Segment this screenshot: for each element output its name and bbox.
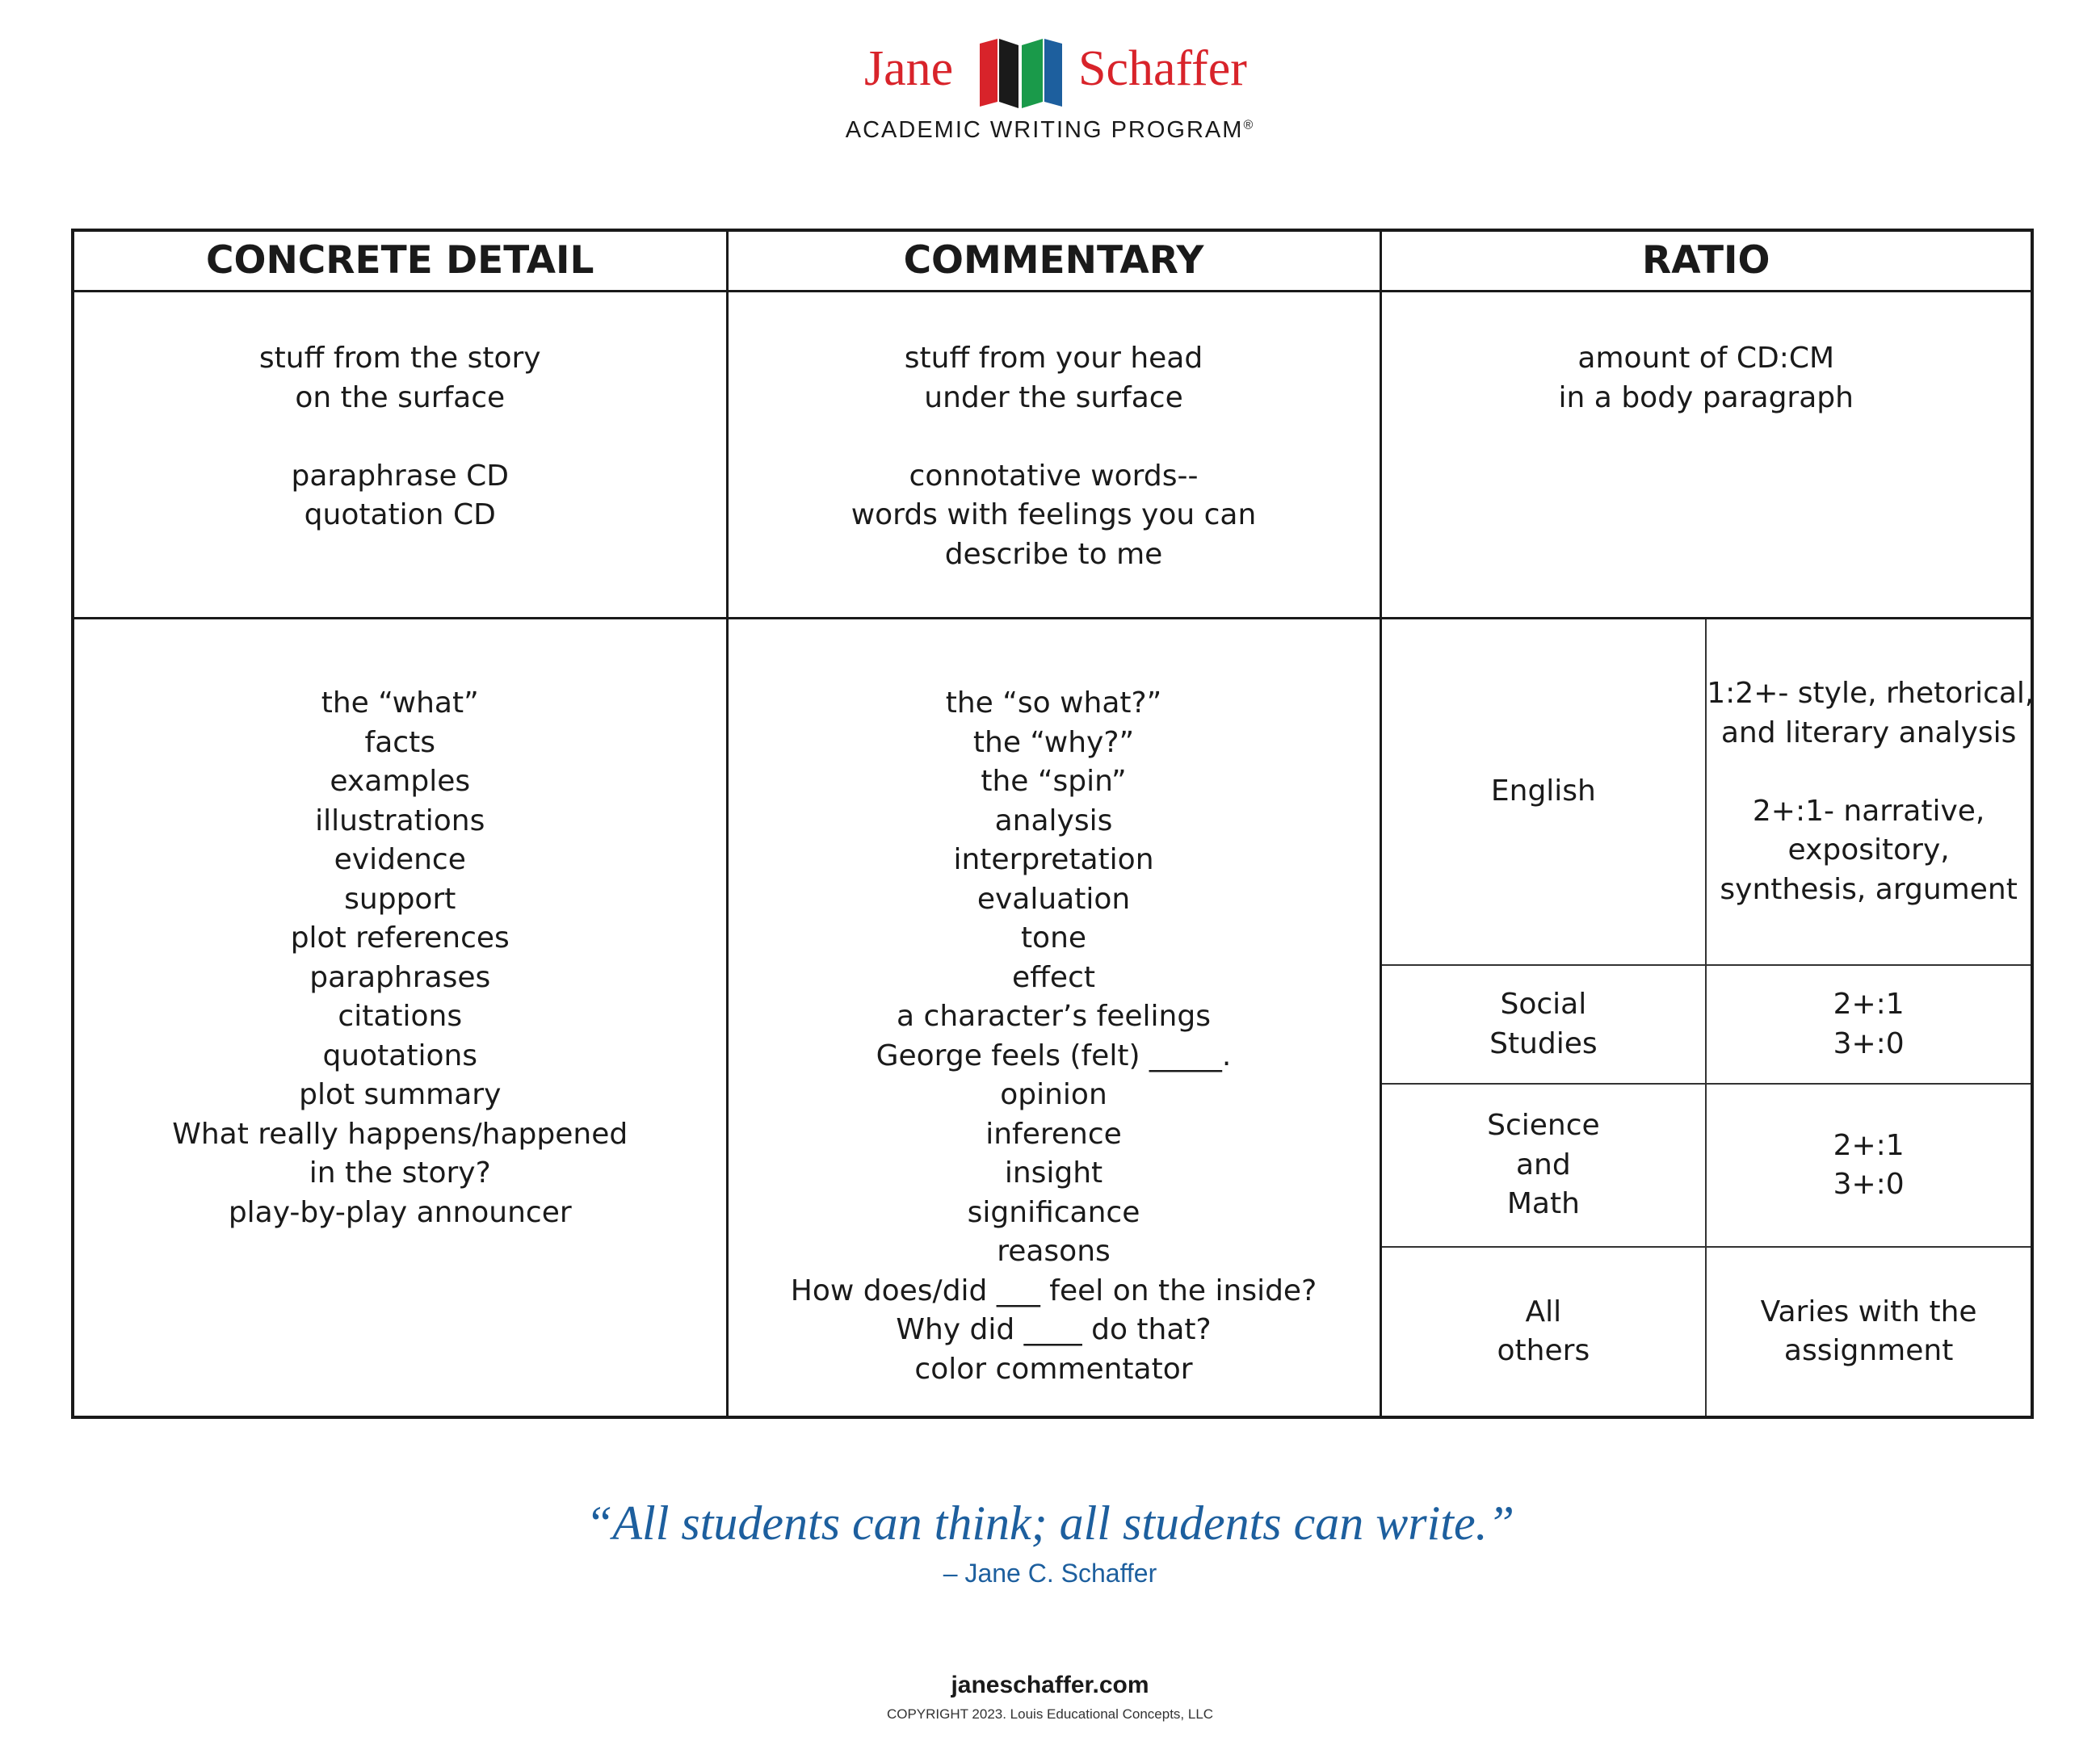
text-line: connotative words-- [909, 459, 1199, 493]
subject-row-social-studies [1382, 965, 2031, 1084]
text-line: interpretation [953, 843, 1154, 876]
text-line: words with feelings you can [850, 498, 1257, 531]
text-line: in the story? [309, 1156, 491, 1190]
subject-ratio-cell [1380, 619, 2035, 1418]
cm-definition-cell [727, 292, 1380, 619]
line-spacer [1707, 753, 2031, 792]
brand-name-first: Jane [864, 41, 954, 96]
definition-row [73, 292, 2032, 619]
text-line: facts [364, 725, 435, 759]
text-line: George feels (felt) _____. [876, 1039, 1232, 1072]
subject-ratio [1706, 1084, 2031, 1247]
text-line: Social [1500, 988, 1587, 1021]
text-line: reasons [997, 1235, 1111, 1268]
text-line: illustrations [315, 804, 485, 837]
cd-examples-cell [73, 619, 727, 1418]
subject-name [1382, 1084, 1707, 1247]
text-line: tone [1020, 921, 1087, 955]
subject-name [1382, 965, 1707, 1084]
text-line: stuff from the story [258, 342, 541, 375]
text-line: on the surface [295, 380, 506, 414]
quote: “All students can think; all students can write.” [586, 1496, 1514, 1550]
brand-name-last: Schaffer [1078, 41, 1247, 96]
registered-mark: ® [1243, 118, 1255, 132]
cd-examples-lines [74, 619, 726, 1232]
text-line: others [1497, 1334, 1590, 1367]
cm-definition-lines [729, 292, 1380, 574]
text-line: English [1490, 774, 1596, 808]
text-line: opinion [1000, 1078, 1107, 1111]
text-line: Studies [1489, 1026, 1598, 1060]
website-link[interactable]: janeschaffer.com [951, 1672, 1149, 1698]
examples-row [73, 619, 2032, 1418]
copyright: COPYRIGHT 2023. Louis Educational Concepts, LLC [886, 1706, 1214, 1722]
text-line: 1:2+- style, rhetorical, [1707, 677, 2035, 710]
text-line: evaluation [976, 882, 1131, 916]
cm-examples-cell [727, 619, 1380, 1418]
subject-name [1382, 1247, 1707, 1416]
text-line: describe to me [944, 537, 1163, 571]
text-line: expository, [1787, 833, 1950, 867]
line-spacer [729, 418, 1380, 457]
text-line: inference [985, 1117, 1122, 1151]
text-line: the “why?” [972, 725, 1135, 759]
text-line: paraphrases [309, 960, 491, 994]
text-line: plot summary [299, 1078, 502, 1111]
ratio-definition-cell [1380, 292, 2032, 619]
line-spacer [74, 418, 726, 457]
text-line: 2+:1 [1833, 988, 1905, 1021]
text-line: amount of CD:CM [1577, 342, 1835, 375]
text-line: synthesis, argument [1720, 872, 2018, 906]
text-line: the “spin” [981, 765, 1127, 798]
cd-cm-ratio-table [71, 229, 2034, 1419]
text-line: the “so what?” [945, 686, 1162, 720]
book-logo-icon [973, 37, 1069, 110]
text-line: under the surface [924, 380, 1183, 414]
subject-ratio [1706, 965, 2031, 1084]
header-commentary: COMMENTARY [727, 230, 1380, 292]
text-line: the “what” [321, 686, 479, 720]
table-header-row [73, 230, 2032, 292]
text-line: plot references [290, 921, 510, 955]
text-line: insight [1004, 1156, 1103, 1190]
header [0, 32, 2100, 153]
text-line: significance [967, 1195, 1140, 1229]
text-line: All [1525, 1295, 1562, 1328]
text-line: 3+:0 [1833, 1026, 1905, 1060]
text-line: Science [1487, 1109, 1600, 1143]
text-line: examples [330, 765, 471, 798]
text-line: 2+:1- narrative, [1752, 794, 1985, 828]
program-name: ACADEMIC WRITING PROGRAM® [845, 117, 1255, 143]
subject-name [1382, 619, 1707, 965]
subject-row-all-others [1382, 1247, 2031, 1416]
header-concrete-detail: CONCRETE DETAIL [73, 230, 727, 292]
subject-ratio [1706, 1247, 2031, 1416]
cm-examples-lines [729, 619, 1380, 1389]
text-line: assignment [1783, 1334, 1954, 1367]
text-line: analysis [994, 804, 1113, 837]
text-line: 3+:0 [1833, 1168, 1905, 1201]
subject-ratio [1706, 619, 2035, 965]
subject-row-english [1382, 619, 2031, 965]
text-line: quotation CD [304, 498, 496, 531]
text-line: paraphrase CD [291, 459, 509, 493]
logo [0, 32, 2100, 113]
text-line: Varies with the [1760, 1295, 1977, 1328]
text-line: play-by-play announcer [228, 1195, 572, 1229]
text-line: stuff from your head [904, 342, 1203, 375]
quote-attribution: – Jane C. Schaffer [943, 1559, 1157, 1588]
subject-ratio-table [1382, 619, 2035, 1416]
text-line: in a body paragraph [1558, 380, 1854, 414]
text-line: How does/did ___ feel on the inside? [790, 1274, 1317, 1307]
text-line: a character’s feelings [897, 1000, 1211, 1033]
cd-definition-cell [73, 292, 727, 619]
text-line: evidence [334, 843, 466, 876]
ratio-definition-lines [1382, 292, 2031, 418]
header-ratio: RATIO [1380, 230, 2032, 292]
text-line: citations [338, 1000, 463, 1033]
text-line: What really happens/happened [172, 1117, 628, 1151]
cd-definition-lines [74, 292, 726, 535]
text-line: Why did ____ do that? [896, 1313, 1212, 1346]
text-line: and [1516, 1148, 1571, 1181]
text-line: color commentator [914, 1352, 1193, 1386]
text-line: Math [1506, 1187, 1580, 1221]
text-line: support [344, 882, 456, 916]
text-line: and literary analysis [1720, 716, 2017, 749]
text-line: effect [1011, 960, 1095, 994]
text-line: 2+:1 [1833, 1128, 1905, 1162]
text-line: quotations [322, 1039, 478, 1072]
subject-row-science-math [1382, 1084, 2031, 1247]
